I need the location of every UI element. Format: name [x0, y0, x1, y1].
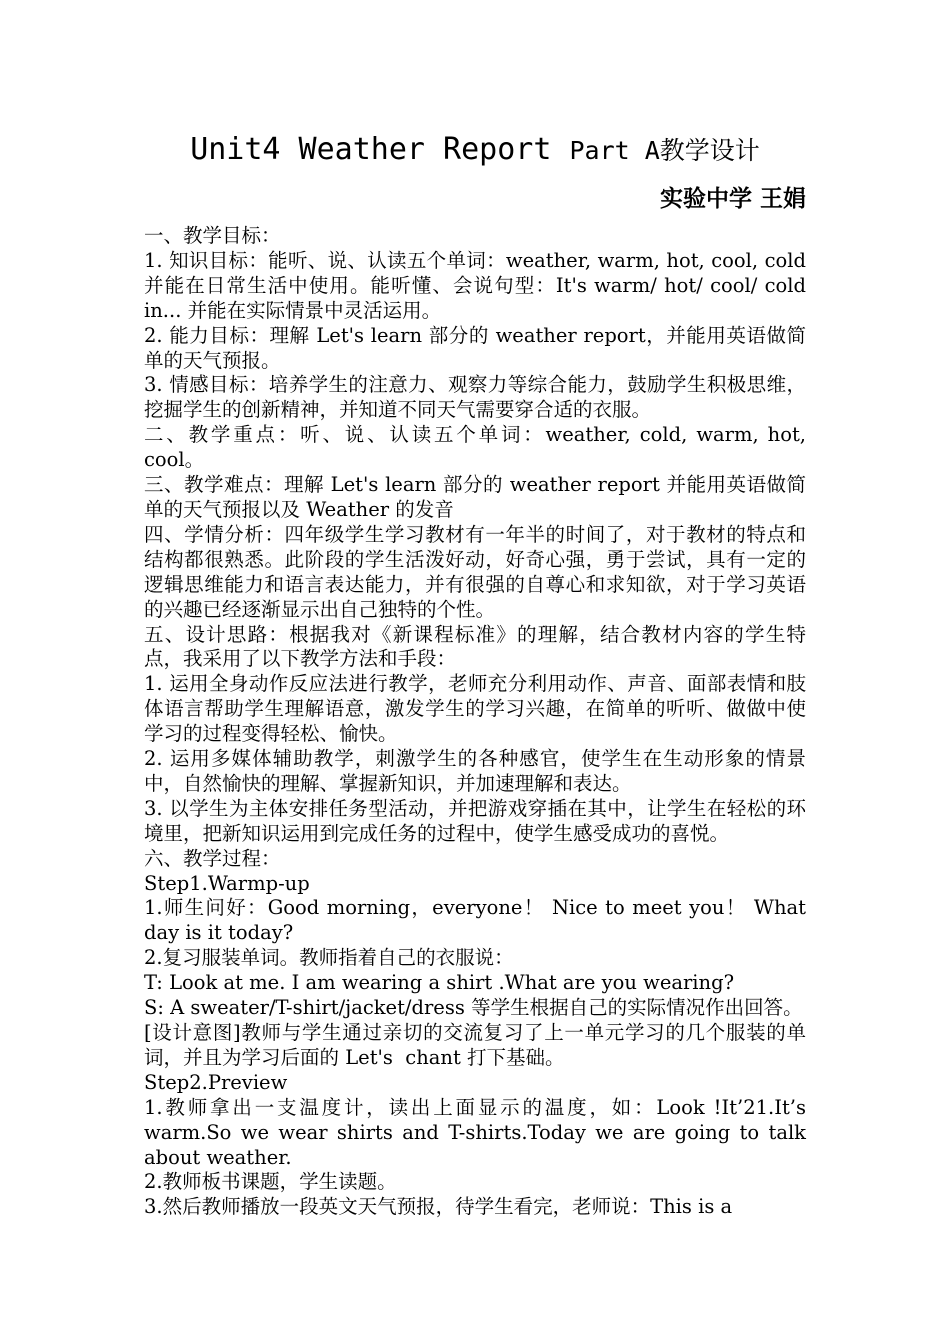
paragraph: 1. 知识目标：能听、说、认读五个单词：weather, warm, hot, cool, cold 并能在日常生活中使用。能听懂、会说句型：It's warm/ hot/ cool/ cold in... 并能在实际情景中灵活运用。 [144, 248, 806, 322]
paragraph: 3. 以学生为主体安排任务型活动，并把游戏穿插在其中，让学生在轻松的环境里，把新知识运用到完成任务的过程中，使学生感受成功的喜悦。 [144, 796, 806, 845]
paragraph: 五、设计思路：根据我对《新课程标准》的理解，结合教材内容的学生特点，我采用了以下教学方法和手段： [144, 622, 806, 671]
paragraph: 三、教学难点：理解 Let's learn 部分的 weather report 并能用英语做简单的天气预报以及 Weather 的发音 [144, 473, 806, 521]
author-line: 实验中学 王娟 [659, 186, 806, 212]
paragraph: 3. 情感目标：培养学生的注意力、观察力等综合能力，鼓励学生积极思维，挖掘学生的创新精神，并知道不同天气需要穿合适的衣服。 [144, 373, 806, 422]
paragraph: 2. 运用多媒体辅助教学，刺激学生的各种感官，使学生在生动形象的情景中，自然愉快的理解、掌握新知识，并加速理解和表达。 [144, 747, 806, 795]
paragraph: 1. 运用全身动作反应法进行教学，老师充分利用动作、声音、面部表情和肢体语言帮助学生理解语意，激发学生的学习兴趣，在简单的听听、做做中使学习的过程变得轻松、愉快。 [144, 672, 806, 746]
step-heading: Step2.Preview [144, 1070, 288, 1094]
paragraph: 2.复习服装单词。教师指着自己的衣服说： [144, 946, 514, 970]
paragraph: 3.然后教师播放一段英文天气预报，待学生看完，老师说：This is a [144, 1195, 733, 1219]
dialogue-line: S: A sweater/T-shirt/jacket/dress 等学生根据自己的实际情况作出回答。 [144, 996, 803, 1020]
step-heading: Step1.Warmp-up [144, 871, 310, 895]
dialogue-line: T: Look at me. I am wearing a shirt .What are you wearing? [144, 971, 735, 995]
document-title [0, 130, 950, 171]
paragraph: 2.教师板书课题，学生读题。 [144, 1170, 397, 1194]
paragraph: 1.教师拿出一支温度计，读出上面显示的温度，如：Look !It’21.It’s warm.So we wear shirts and T-shirts.Today we are going to talk about weather. [144, 1095, 806, 1169]
paragraph: 六、教学过程： [144, 846, 281, 870]
paragraph: 四、学情分析：四年级学生学习教材有一年半的时间了，对于教材的特点和结构都很熟悉。此阶段的学生活泼好动，好奇心强，勇于尝试，具有一定的逻辑思维能力和语言表达能力，并有很强的自尊心和求知欲，对于学习英语的兴趣已经逐渐显示出自己独特的个性。 [144, 522, 806, 621]
title-main: Unit4 Weather Report [190, 132, 552, 167]
document-body [144, 224, 806, 1220]
paragraph: 一、教学目标： [144, 224, 281, 247]
title-part: Part A [569, 136, 660, 165]
paragraph: 2. 能力目标：理解 Let's learn 部分的 weather report，并能用英语做简单的天气预报。 [144, 323, 806, 372]
design-intent: [设计意图]教师与学生通过亲切的交流复习了上一单元学习的几个服装的单词，并且为学习后面的 Let's chant 打下基础。 [144, 1021, 806, 1069]
title-suffix: 教学设计 [659, 136, 760, 165]
paragraph: 二、教学重点：听、说、认读五个单词：weather, cold, warm, hot, cool。 [144, 423, 806, 472]
paragraph: 1.师生问好：Good morning，everyone！ Nice to meet you！ What day is it today? [144, 896, 806, 945]
